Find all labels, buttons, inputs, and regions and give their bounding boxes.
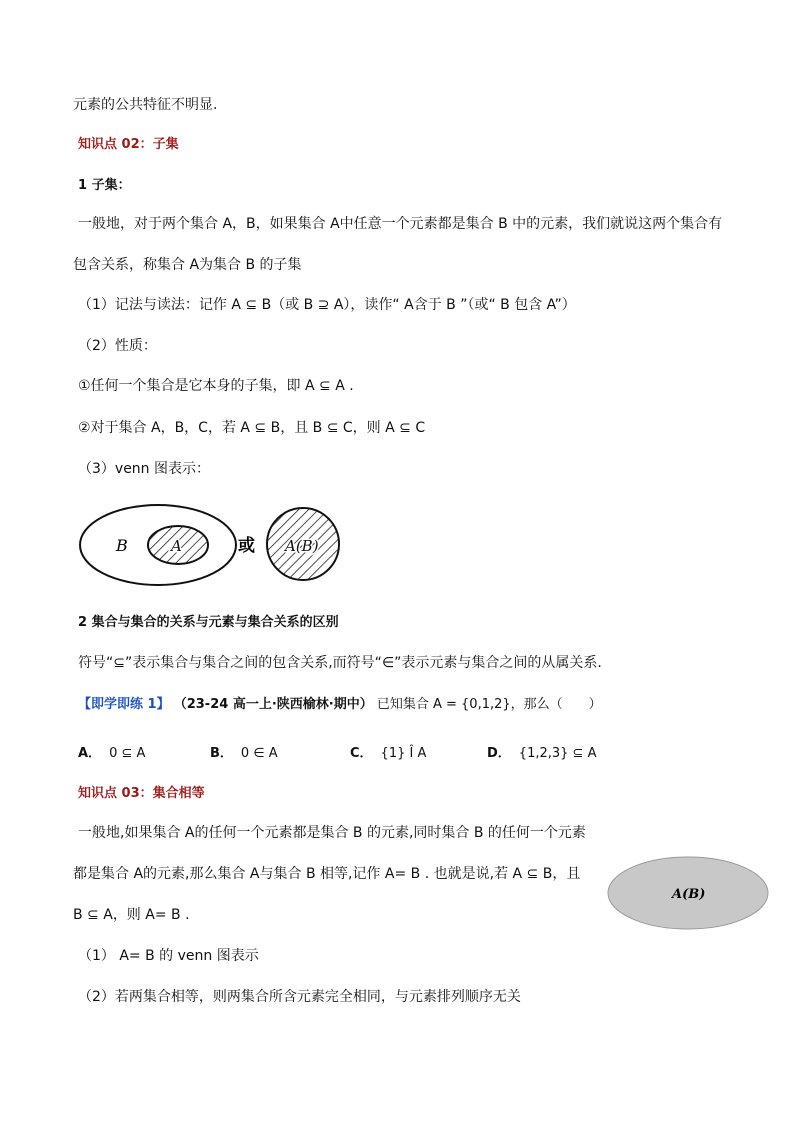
section-heading-02: 知识点 02：子集 xyxy=(78,137,179,152)
option-a-text: 0 ⊆ A xyxy=(109,746,146,761)
paragraph-equal-3: B ⊆ A，则 A= B . xyxy=(73,907,190,923)
paragraph-symbols: 符号“⊆”表示集合与集合之间的包含关系,而符号“∈”表示元素与集合之间的从属关系. xyxy=(78,655,602,671)
option-c-text: {1} Î A xyxy=(380,746,427,761)
subsection-title-subset: 1 子集： xyxy=(78,178,131,193)
paragraph-equal-2: 都是集合 A的元素,那么集合 A与集合 B 相等,记作 A= B . 也就是说,若 A ⊆ B，且 xyxy=(73,866,581,882)
option-a-label: A． xyxy=(78,746,102,761)
option-a[interactable] xyxy=(78,742,145,761)
line-continuation: 元素的公共特征不明显. xyxy=(73,97,218,113)
exercise-tag: 【即学即练 1】 xyxy=(78,697,170,712)
exercise-source: （23-24 高一上·陕西榆林·期中） xyxy=(173,697,373,712)
option-b[interactable] xyxy=(210,742,278,761)
exercise-question: 已知集合 A = {0,1,2}，那么（ ） xyxy=(376,697,602,712)
option-c[interactable] xyxy=(350,742,426,761)
property-1: ①任何一个集合是它本身的子集，即 A ⊆ A . xyxy=(78,378,354,394)
equal-ellipse-label: A(B) xyxy=(672,887,706,902)
option-d[interactable] xyxy=(487,742,596,761)
option-d-text: {1,2,3} ⊆ A xyxy=(518,746,597,761)
venn-inner-label: A xyxy=(171,537,182,555)
property-2: ②对于集合 A，B，C，若 A ⊆ B，且 B ⊆ C，则 A ⊆ C xyxy=(78,420,426,436)
option-d-label: D． xyxy=(487,746,511,761)
notation-line: （1）记法与读法：记作 A ⊆ B（或 B ⊇ A），读作“ A含于 B ”（或“ B 包含 A”） xyxy=(78,297,576,313)
venn-equal-label: A(B) xyxy=(285,537,319,555)
subsection-title-relation: 2 集合与集合的关系与元素与集合关系的区别 xyxy=(78,615,339,630)
venn-outer-label: B xyxy=(116,536,128,555)
option-b-label: B． xyxy=(210,746,233,761)
venn-connector: 或 xyxy=(238,536,255,556)
equal-venn-note: （1） A= B 的 venn 图表示 xyxy=(78,948,259,964)
venn-heading: （3）venn 图表示： xyxy=(78,461,211,477)
venn-diagram xyxy=(70,500,360,600)
paragraph-subset-def-1: 一般地，对于两个集合 A，B，如果集合 A中任意一个元素都是集合 B 中的元素，我们就说这两个集合有 xyxy=(78,216,723,232)
option-c-label: C． xyxy=(350,746,373,761)
paragraph-equal-1: 一般地,如果集合 A的任何一个元素都是集合 B 的元素,同时集合 B 的任何一个元素 xyxy=(78,825,586,841)
section-heading-03: 知识点 03：集合相等 xyxy=(78,786,205,801)
property-heading: （2）性质： xyxy=(78,338,157,354)
paragraph-subset-def-2: 包含关系，称集合 A为集合 B 的子集 xyxy=(73,257,302,273)
equal-order-note: （2）若两集合相等，则两集合所含元素完全相同，与元素排列顺序无关 xyxy=(78,989,521,1005)
equal-sets-ellipse xyxy=(606,856,770,932)
option-b-text: 0 ∈ A xyxy=(240,746,278,761)
exercise-line xyxy=(78,695,602,715)
